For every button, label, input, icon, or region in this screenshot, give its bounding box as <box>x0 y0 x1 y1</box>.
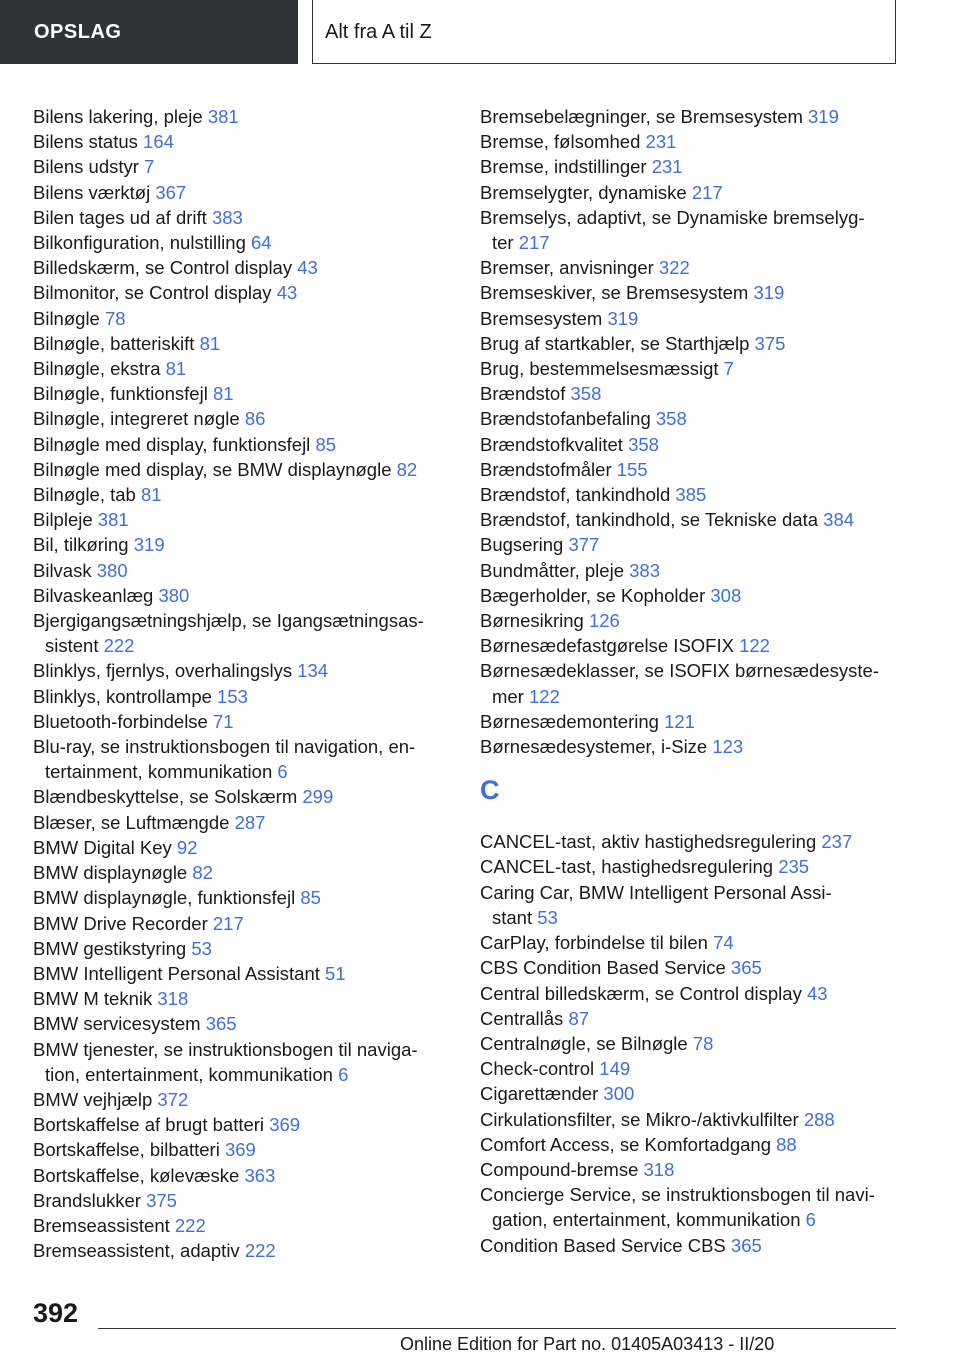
entry-term: Bundmåtter, pleje <box>480 559 624 581</box>
index-entry <box>480 154 900 179</box>
index-entry <box>480 1182 900 1232</box>
page-reference-link[interactable]: 85 <box>315 433 337 455</box>
index-entry <box>480 306 900 331</box>
page-reference-link[interactable]: 81 <box>199 332 221 354</box>
page-reference-link[interactable]: 358 <box>655 408 687 430</box>
page-reference-link[interactable]: 217 <box>691 181 723 203</box>
entry-term: Compound-bremse <box>480 1158 639 1180</box>
page-header <box>0 0 960 66</box>
index-entry <box>33 784 443 809</box>
entry-term: Bilnøgle med display, se BMW displaynøgle <box>33 458 392 480</box>
index-entry <box>33 911 443 936</box>
entry-term: Bremsebelægninger, se Bremsesystem <box>480 106 803 127</box>
index-entry <box>33 885 443 910</box>
entry-term: Brændstof, tankindhold, se Tekniske data <box>480 509 819 531</box>
entry-term: Bremser, anvisninger <box>480 257 654 279</box>
index-entry <box>480 1233 900 1258</box>
page-reference-link[interactable]: 123 <box>712 736 744 758</box>
page-reference-link[interactable]: 7 <box>144 156 155 178</box>
index-entry <box>33 1112 443 1137</box>
page-reference-link[interactable]: 153 <box>217 685 248 707</box>
entry-term: Brug, bestemmelsesmæssigt <box>480 358 719 380</box>
index-entry <box>33 154 443 179</box>
index-entry <box>33 104 443 129</box>
page-reference-link[interactable]: 384 <box>823 509 855 531</box>
index-entry <box>33 1087 443 1112</box>
entry-term: Bugsering <box>480 534 564 556</box>
index-entry <box>33 709 443 734</box>
page-reference-link[interactable]: 322 <box>658 257 690 279</box>
page-reference-link[interactable]: 375 <box>754 332 786 354</box>
page-reference-link[interactable]: 358 <box>570 383 602 405</box>
page-reference-link[interactable]: 82 <box>192 862 213 884</box>
index-entry <box>33 381 443 406</box>
index-entry <box>480 104 900 129</box>
index-column-right <box>480 104 900 1258</box>
entry-term: Børnesikring <box>480 610 584 632</box>
index-entry <box>480 507 900 532</box>
index-entry <box>480 457 900 482</box>
page-reference-link[interactable]: 122 <box>739 635 770 657</box>
entry-term-continued: tertainment, kommunikation <box>45 761 273 783</box>
page-reference-link[interactable]: 381 <box>97 509 129 531</box>
page-reference-link[interactable]: 87 <box>568 1007 590 1029</box>
entry-term: Børnesædesystemer, i-Size <box>480 736 708 758</box>
entry-term: Brændstof, tankindhold <box>480 484 671 506</box>
entry-term: Bilens værktøj <box>33 181 151 203</box>
entry-term: Bremsesystem <box>480 307 603 329</box>
entry-term: BMW Digital Key <box>33 836 172 858</box>
entry-term: Bilnøgle, batteriskift <box>33 332 195 354</box>
index-entry <box>480 734 900 759</box>
page-reference-link[interactable]: 369 <box>269 1114 301 1136</box>
entry-term: BMW displaynøgle <box>33 862 188 884</box>
entry-term: Caring Car, BMW Intelligent Personal Assi- <box>480 881 832 903</box>
page-reference-link[interactable]: 51 <box>325 962 346 984</box>
entry-term: Blændbeskyttelse, se Solskærm <box>33 786 298 808</box>
index-entry <box>480 829 900 854</box>
page-reference-link[interactable]: 308 <box>710 584 742 606</box>
index-entry <box>480 205 900 255</box>
entry-term-continued: stant <box>492 906 533 928</box>
index-entry <box>33 1163 443 1188</box>
index-entry <box>480 432 900 457</box>
page-reference-link[interactable]: 222 <box>103 635 135 657</box>
index-entry <box>480 1031 900 1056</box>
page-reference-link[interactable]: 385 <box>675 484 707 506</box>
page-reference-link[interactable]: 369 <box>224 1139 256 1161</box>
page-reference-link[interactable]: 81 <box>212 383 234 405</box>
page-reference-link[interactable]: 6 <box>277 761 288 783</box>
entry-term: BMW tjenester, se instruktionsbogen til naviga- <box>33 1038 418 1060</box>
page-reference-link[interactable]: 217 <box>212 912 244 934</box>
index-entry <box>33 810 443 835</box>
entry-term: Billedskærm, se Control display <box>33 257 293 279</box>
index-entry <box>480 129 900 154</box>
entry-term: BMW gestikstyring <box>33 937 187 959</box>
entry-term: Bilens status <box>33 131 138 153</box>
index-entry <box>480 558 900 583</box>
page-reference-link[interactable]: 381 <box>207 106 239 127</box>
entry-term: Bremseskiver, se Bremsesystem <box>480 282 749 304</box>
section-tab: OPSLAG <box>0 0 298 64</box>
index-entry <box>33 205 443 230</box>
entry-term: Bilvask <box>33 559 92 581</box>
page-reference-link[interactable]: 231 <box>651 156 683 178</box>
entry-term: Brændstofkvalitet <box>480 433 623 455</box>
index-entry <box>33 1137 443 1162</box>
index-entry <box>33 356 443 381</box>
page-reference-link[interactable]: 86 <box>244 408 266 430</box>
index-entry <box>480 1107 900 1132</box>
index-entry <box>33 406 443 431</box>
page-reference-link[interactable]: 92 <box>176 836 198 858</box>
index-entry <box>33 1213 443 1238</box>
entry-term: Bluetooth-forbindelse <box>33 710 208 732</box>
page-reference-link[interactable]: 377 <box>568 534 600 556</box>
page-reference-link[interactable]: 82 <box>396 458 418 480</box>
index-entry <box>480 880 900 930</box>
index-entry <box>33 835 443 860</box>
page-reference-link[interactable]: 78 <box>104 307 126 329</box>
index-entry <box>33 583 443 608</box>
page-reference-link[interactable]: 222 <box>174 1214 206 1236</box>
entry-term: Bilnøgle <box>33 307 100 329</box>
index-entry <box>33 482 443 507</box>
entry-term: Blinklys, fjernlys, overhalingslys <box>33 660 293 682</box>
index-entry <box>480 356 900 381</box>
page-reference-link[interactable]: 74 <box>713 932 734 954</box>
entry-term: Bjergigangsætningshjælp, se Igangsætningsas- <box>33 610 424 632</box>
entry-term: Brændstofmåler <box>480 458 612 480</box>
page-reference-link[interactable]: 134 <box>297 660 329 682</box>
entry-term: Bremselygter, dynamiske <box>480 181 687 203</box>
index-entry <box>480 608 900 633</box>
index-entry <box>480 180 900 205</box>
index-entry <box>33 860 443 885</box>
page-reference-link[interactable]: 78 <box>692 1032 714 1054</box>
page-reference-link[interactable]: 53 <box>191 937 212 959</box>
entry-term: Bremse, følsomhed <box>480 131 641 153</box>
section-letter: C <box>480 775 500 806</box>
page-reference-link[interactable]: 6 <box>805 1209 816 1231</box>
index-entry <box>33 608 443 658</box>
page-reference-link[interactable]: 231 <box>645 131 677 153</box>
entry-term: BMW vejhjælp <box>33 1088 153 1110</box>
entry-term: Bilnøgle med display, funktionsfejl <box>33 433 311 455</box>
entry-term: CANCEL-tast, aktiv hastighedsregulering <box>480 831 817 853</box>
page-reference-link[interactable]: 7 <box>723 358 734 380</box>
entry-term: Blinklys, kontrollampe <box>33 685 212 707</box>
entry-term: Børnesædemontering <box>480 710 659 732</box>
page-reference-link[interactable]: 365 <box>730 1234 762 1256</box>
entry-term: Bilpleje <box>33 509 93 531</box>
page-reference-link[interactable]: 237 <box>821 831 853 853</box>
page-reference-link[interactable]: 383 <box>211 206 243 228</box>
index-entry <box>480 955 900 980</box>
entry-term: Bilnøgle, tab <box>33 484 136 506</box>
entry-term: Condition Based Service CBS <box>480 1234 726 1256</box>
entry-term: Cirkulationsfilter, se Mikro-/aktivkulfilter <box>480 1108 799 1130</box>
entry-term-continued: gation, entertainment, kommunikation <box>492 1209 801 1231</box>
entry-term: Central billedskærm, se Control display <box>480 982 802 1004</box>
index-entry <box>480 1081 900 1106</box>
page-reference-link[interactable]: 287 <box>234 811 266 833</box>
page-reference-link[interactable]: 85 <box>300 887 321 909</box>
entry-term: Bilnøgle, funktionsfejl <box>33 383 208 405</box>
page-reference-link[interactable]: 372 <box>157 1088 189 1110</box>
index-entry <box>33 180 443 205</box>
page-reference-link[interactable]: 319 <box>753 282 785 304</box>
page-reference-link[interactable]: 122 <box>529 685 560 707</box>
index-entry <box>480 981 900 1006</box>
page-reference-link[interactable]: 319 <box>607 307 639 329</box>
page-reference-link[interactable]: 300 <box>603 1083 635 1105</box>
index-entry <box>33 331 443 356</box>
page-reference-link[interactable]: 367 <box>155 181 187 203</box>
entry-term: Brug af startkabler, se Starthjælp <box>480 332 750 354</box>
entry-term: Bortskaffelse af brugt batteri <box>33 1114 265 1136</box>
footer-edition: Online Edition for Part no. 01405A03413 - II/20 <box>400 1334 775 1354</box>
page-reference-link[interactable]: 81 <box>140 484 162 506</box>
page-reference-link[interactable]: 365 <box>730 957 762 979</box>
page-reference-link[interactable]: 235 <box>778 856 810 878</box>
index-entry <box>480 583 900 608</box>
entry-term: Bortskaffelse, bilbatteri <box>33 1139 220 1161</box>
entry-term: Bil, tilkøring <box>33 534 129 556</box>
index-entry <box>33 1188 443 1213</box>
index-entry <box>480 532 900 557</box>
index-entry <box>33 129 443 154</box>
page-reference-link[interactable]: 217 <box>518 232 550 254</box>
index-entry <box>480 331 900 356</box>
index-entry <box>33 306 443 331</box>
entry-term: Børnesædeklasser, se ISOFIX børnesædesyste- <box>480 660 879 682</box>
page-reference-link[interactable]: 383 <box>629 559 660 581</box>
page-reference-link[interactable]: 380 <box>96 559 128 581</box>
page-reference-link[interactable]: 222 <box>244 1240 276 1262</box>
index-entry <box>33 684 443 709</box>
entry-term: Bilmonitor, se Control display <box>33 282 272 304</box>
index-entry <box>33 255 443 280</box>
page-reference-link[interactable]: 363 <box>244 1164 276 1186</box>
page-reference-link[interactable]: 380 <box>158 584 190 606</box>
index-entry <box>33 1011 443 1036</box>
entry-term: Blu-ray, se instruktionsbogen til navigation, en- <box>33 736 416 758</box>
index-entry <box>480 1056 900 1081</box>
entry-term: Bremseassistent, adaptiv <box>33 1240 240 1262</box>
entry-term: Bilens udstyr <box>33 156 139 178</box>
entry-term-continued: ter <box>492 232 514 254</box>
index-entry <box>33 936 443 961</box>
page-reference-link[interactable]: 64 <box>251 232 272 254</box>
index-entry <box>480 709 900 734</box>
entry-term: Cigarettænder <box>480 1083 599 1105</box>
entry-term: Bilen tages ud af drift <box>33 206 207 228</box>
index-entry <box>33 1238 443 1263</box>
entry-term: Bilnøgle, ekstra <box>33 358 161 380</box>
page-reference-link[interactable]: 299 <box>302 786 334 808</box>
index-entry <box>480 633 900 658</box>
entry-term: Check-control <box>480 1058 595 1080</box>
page-reference-link[interactable]: 164 <box>143 131 174 153</box>
entry-term: BMW servicesystem <box>33 1013 201 1035</box>
entry-term: Børnesædefastgørelse ISOFIX <box>480 635 734 657</box>
section-title: Alt fra A til Z <box>312 0 896 64</box>
index-entry <box>480 854 900 879</box>
entry-term: Bremselys, adaptivt, se Dynamiske bremselyg- <box>480 206 865 228</box>
entry-term: Bilkonfiguration, nulstilling <box>33 232 246 254</box>
index-entry <box>33 1037 443 1087</box>
page-reference-link[interactable]: 81 <box>165 358 187 380</box>
entry-term: Concierge Service, se instruktionsbogen til navi- <box>480 1184 875 1206</box>
entry-term: BMW Drive Recorder <box>33 912 208 934</box>
entry-term: Bremseassistent <box>33 1214 170 1236</box>
index-group-b <box>480 104 900 759</box>
index-entry <box>33 532 443 557</box>
entry-term-continued: tion, entertainment, kommunikation <box>45 1063 333 1085</box>
page-reference-link[interactable]: 126 <box>588 610 620 632</box>
entry-term: CBS Condition Based Service <box>480 957 726 979</box>
index-entry <box>33 280 443 305</box>
index-entry <box>33 658 443 683</box>
entry-term: Bilens lakering, pleje <box>33 106 203 127</box>
page-reference-link[interactable]: 318 <box>157 988 189 1010</box>
page-reference-link[interactable]: 6 <box>338 1063 349 1085</box>
page-reference-link[interactable]: 149 <box>599 1058 631 1080</box>
page-reference-link[interactable]: 358 <box>628 433 659 455</box>
footer-rule <box>98 1328 896 1329</box>
page-reference-link[interactable]: 53 <box>537 906 558 928</box>
index-entry <box>480 280 900 305</box>
page-reference-link[interactable]: 318 <box>643 1158 675 1180</box>
entry-term: CarPlay, forbindelse til bilen <box>480 932 708 954</box>
page-reference-link[interactable]: 43 <box>806 982 828 1004</box>
index-entry <box>480 930 900 955</box>
entry-term: Centrallås <box>480 1007 564 1029</box>
page-reference-link[interactable]: 375 <box>146 1189 177 1211</box>
entry-term: Bilnøgle, integreret nøgle <box>33 408 240 430</box>
index-entry <box>480 1157 900 1182</box>
index-entry <box>33 432 443 457</box>
page-reference-link[interactable]: 365 <box>205 1013 237 1035</box>
page-number: 392 <box>33 1298 79 1328</box>
page-reference-link[interactable]: 43 <box>276 282 298 304</box>
entry-term: Bortskaffelse, kølevæske <box>33 1164 240 1186</box>
page-reference-link[interactable]: 121 <box>664 710 695 732</box>
index-entry <box>480 658 900 708</box>
page-reference-link[interactable]: 71 <box>212 710 234 732</box>
index-entry <box>33 230 443 255</box>
page-reference-link[interactable]: 43 <box>297 257 318 279</box>
index-group-c <box>480 829 900 1257</box>
page-reference-link[interactable]: 288 <box>803 1108 835 1130</box>
index-entry <box>480 1132 900 1157</box>
page-reference-link[interactable]: 319 <box>133 534 165 556</box>
entry-term: Centralnøgle, se Bilnøgle <box>480 1032 688 1054</box>
index-entry <box>33 986 443 1011</box>
page-reference-link[interactable]: 155 <box>616 458 648 480</box>
entry-term: Bilvaskeanlæg <box>33 584 154 606</box>
index-entry <box>480 255 900 280</box>
page-reference-link[interactable]: 319 <box>808 106 839 127</box>
page-reference-link[interactable]: 88 <box>776 1133 797 1155</box>
entry-term-continued: mer <box>492 685 524 707</box>
entry-term: BMW Intelligent Personal Assistant <box>33 962 320 984</box>
index-entry <box>480 1006 900 1031</box>
index-entry <box>33 961 443 986</box>
entry-term: Bremse, indstillinger <box>480 156 647 178</box>
index-entry <box>480 482 900 507</box>
entry-term: Comfort Access, se Komfortadgang <box>480 1133 771 1155</box>
entry-term: CANCEL-tast, hastighedsregulering <box>480 856 774 878</box>
index-entry <box>480 381 900 406</box>
entry-term: Brandslukker <box>33 1189 141 1211</box>
entry-term-continued: sistent <box>45 635 99 657</box>
index-entry <box>33 734 443 784</box>
entry-term: Brændstof <box>480 383 566 405</box>
entry-term: BMW M teknik <box>33 988 153 1010</box>
index-column-left <box>33 104 443 1263</box>
index-entry <box>33 558 443 583</box>
entry-term: Blæser, se Luftmængde <box>33 811 230 833</box>
index-entry <box>33 507 443 532</box>
entry-term: BMW displaynøgle, funktionsfejl <box>33 887 296 909</box>
entry-term: Brændstofanbefaling <box>480 408 651 430</box>
index-entry <box>33 457 443 482</box>
entry-term: Bægerholder, se Kopholder <box>480 584 706 606</box>
index-entry <box>480 406 900 431</box>
